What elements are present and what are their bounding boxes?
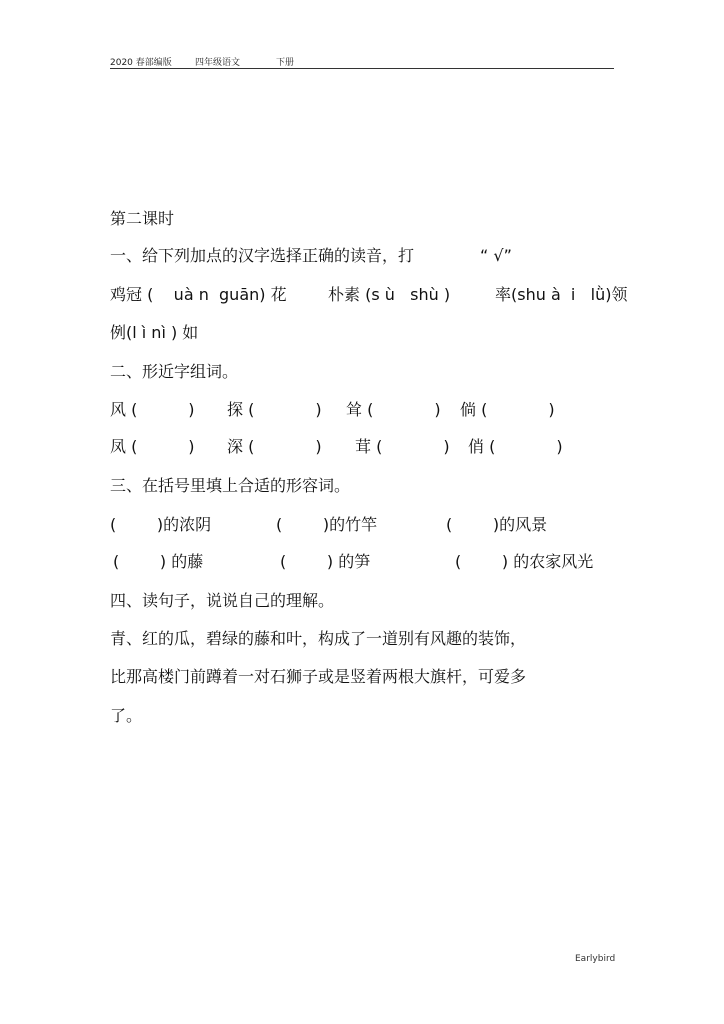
passage-line-2: 比那高楼门前蹲着一对石狮子或是竖着两根大旗杆，可爱多	[110, 667, 527, 686]
page-header	[110, 55, 295, 95]
word-pair-tang: 倘 ( )	[460, 400, 555, 419]
pinyin-item-jiguan: 鸡冠 ( uà n guān) 花	[110, 285, 287, 304]
adjective-blank-fengjing[interactable]: ( )的风景	[446, 515, 548, 534]
section1-title: 一、给下列加点的汉字选择正确的读音，打	[110, 246, 415, 265]
word-pair-feng: 风 ( )	[110, 400, 195, 419]
checkmark-quote: “ √”	[480, 246, 512, 265]
adjective-blank-zhugan[interactable]: ( )的竹竿	[276, 515, 378, 534]
word-pair-feng2: 凤 ( )	[110, 437, 195, 456]
pinyin-item-liru: 例(l ì nì ) 如	[110, 323, 199, 342]
passage-line-3: 了。	[110, 706, 143, 725]
pinyin-item-pusu: 朴素 (s ù shù )	[328, 285, 451, 304]
adjective-blank-teng[interactable]: ( ) 的藤	[113, 552, 204, 571]
section2-title: 二、形近字组词。	[110, 362, 239, 381]
adjective-blank-sun[interactable]: ( ) 的笋	[280, 552, 371, 571]
word-pair-tan: 探 ( )	[227, 400, 322, 419]
word-pair-qiao: 俏 ( )	[468, 437, 563, 456]
header-volume: 下册	[276, 58, 295, 68]
footer-brand: Earlybird	[575, 954, 616, 964]
header-grade-subject: 四年级语文	[195, 58, 241, 68]
section4-title: 四、读句子，说说自己的理解。	[110, 591, 335, 610]
lesson-title: 第二课时	[110, 209, 175, 228]
adjective-blank-nongjia[interactable]: ( ) 的农家风光	[455, 552, 594, 571]
pinyin-item-shuailing: 率(shu à i lǜ)领	[495, 285, 628, 304]
section3-title: 三、在括号里填上合适的形容词。	[110, 476, 351, 495]
adjective-blank-nongyin[interactable]: ( )的浓阴	[110, 515, 212, 534]
word-pair-rong: 茸 ( )	[355, 437, 450, 456]
passage-line-1: 青、红的瓜，碧绿的藤和叶，构成了一道别有风趣的装饰，	[110, 629, 527, 648]
word-pair-song: 耸 ( )	[346, 400, 441, 419]
word-pair-shen: 深 ( )	[227, 437, 322, 456]
header-edition: 2020 春部编版	[110, 58, 172, 68]
header-divider	[110, 68, 614, 69]
